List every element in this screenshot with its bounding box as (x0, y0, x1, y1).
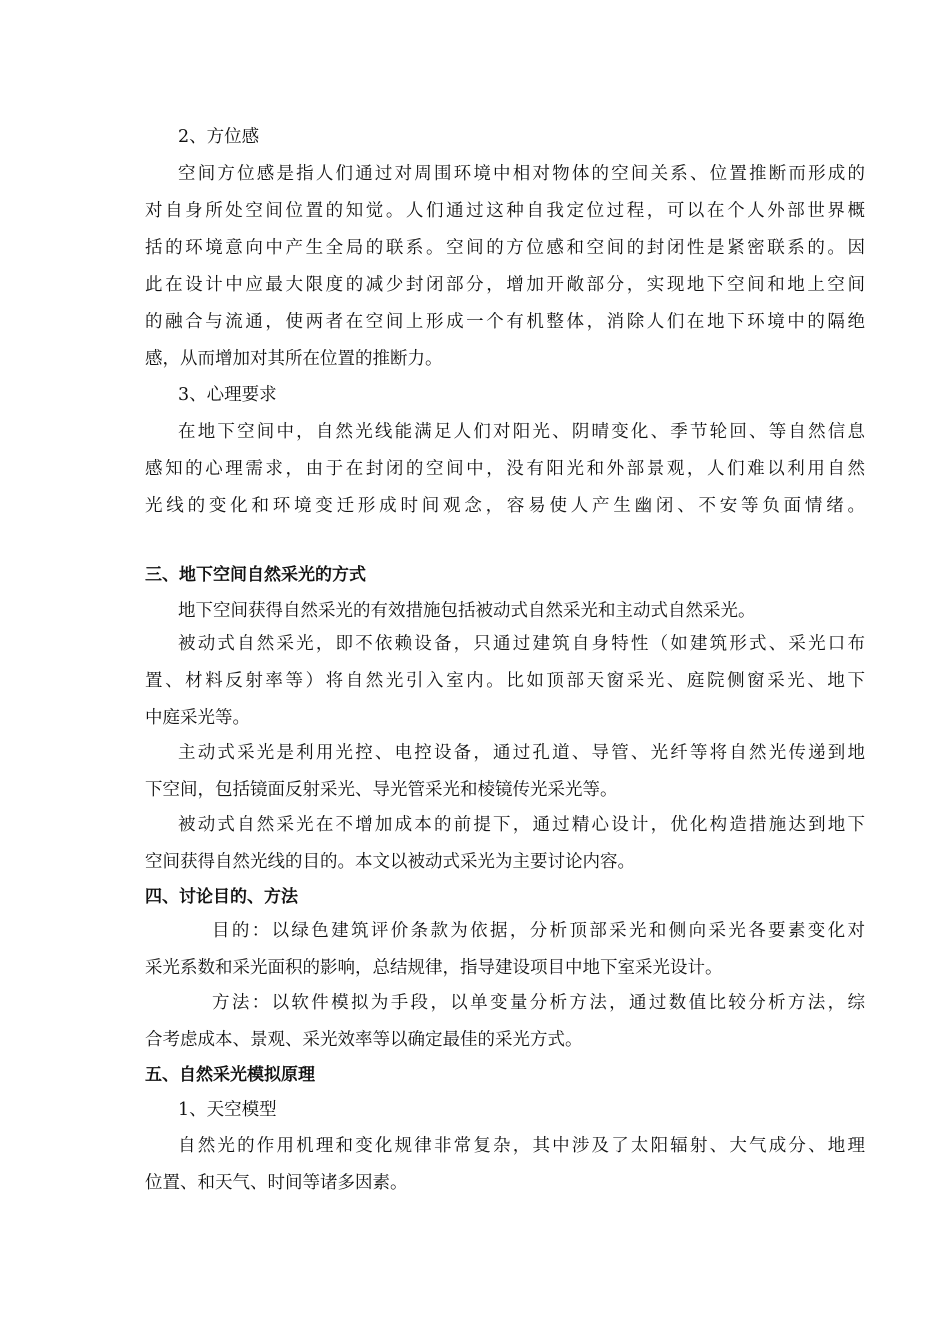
paragraph-line: 地下空间获得自然采光的有效措施包括被动式自然采光和主动式自然采光。 (178, 601, 756, 621)
paragraph-line: 中庭采光等。 (145, 708, 250, 728)
section-heading-5: 五、自然采光模拟原理 (145, 1065, 315, 1085)
paragraph-line: 空间方位感是指人们通过对周围环境中相对物体的空间关系、位置推断而形成的 (178, 164, 865, 184)
paragraph-line: 主动式采光是利用光控、电控设备，通过孔道、导管、光纤等将自然光传递到地 (178, 743, 865, 763)
paragraph-line: 在地下空间中，自然光线能满足人们对阳光、阴晴变化、季节轮回、等自然信息 (178, 422, 865, 442)
subheading-psychology: 3、心理要求 (178, 385, 277, 405)
section-heading-4: 四、讨论目的、方法 (145, 887, 298, 907)
paragraph-line: 下空间，包括镜面反射采光、导光管采光和棱镜传光采光等。 (145, 780, 618, 800)
subheading-orientation: 2、方位感 (178, 127, 260, 147)
paragraph-line: 采光系数和采光面积的影响，总结规律，指导建设项目中地下室采光设计。 (145, 958, 723, 978)
paragraph-line: 括的环境意向中产生全局的联系。空间的方位感和空间的封闭性是紧密联系的。因 (145, 238, 865, 258)
paragraph-line: 空间获得自然光线的目的。本文以被动式采光为主要讨论内容。 (145, 852, 635, 872)
paragraph-line: 对自身所处空间位置的知觉。人们通过这种自我定位过程，可以在个人外部世界概 (145, 201, 865, 221)
paragraph-line: 此在设计中应最大限度的减少封闭部分，增加开敞部分，实现地下空间和地上空间 (145, 275, 865, 295)
paragraph-line: 感，从而增加对其所在位置的推断力。 (145, 349, 443, 369)
paragraph-line: 被动式自然采光，即不依赖设备，只通过建筑自身特性（如建筑形式、采光口布 (178, 634, 865, 654)
paragraph-line: 目的：以绿色建筑评价条款为依据，分析顶部采光和侧向采光各要素变化对 (212, 921, 865, 941)
paragraph-line: 置、材料反射率等）将自然光引入室内。比如顶部天窗采光、庭院侧窗采光、地下 (145, 671, 865, 691)
section-heading-3: 三、地下空间自然采光的方式 (145, 565, 366, 585)
paragraph-line: 被动式自然采光在不增加成本的前提下，通过精心设计，优化构造措施达到地下 (178, 815, 865, 835)
paragraph-line: 光线的变化和环境变迁形成时间观念，容易使人产生幽闭、不安等负面情绪。 (145, 496, 865, 516)
paragraph-line: 的融合与流通，使两者在空间上形成一个有机整体，消除人们在地下环境中的隔绝 (145, 312, 865, 332)
paragraph-line: 位置、和天气、时间等诸多因素。 (145, 1173, 408, 1193)
subheading-sky-model: 1、天空模型 (178, 1100, 277, 1120)
paragraph-line: 自然光的作用机理和变化规律非常复杂，其中涉及了太阳辐射、大气成分、地理 (178, 1136, 865, 1156)
paragraph-line: 方法：以软件模拟为手段，以单变量分析方法，通过数值比较分析方法，综 (212, 993, 865, 1013)
paragraph-line: 感知的心理需求，由于在封闭的空间中，没有阳光和外部景观，人们难以利用自然 (145, 459, 865, 479)
paragraph-line: 合考虑成本、景观、采光效率等以确定最佳的采光方式。 (145, 1030, 583, 1050)
